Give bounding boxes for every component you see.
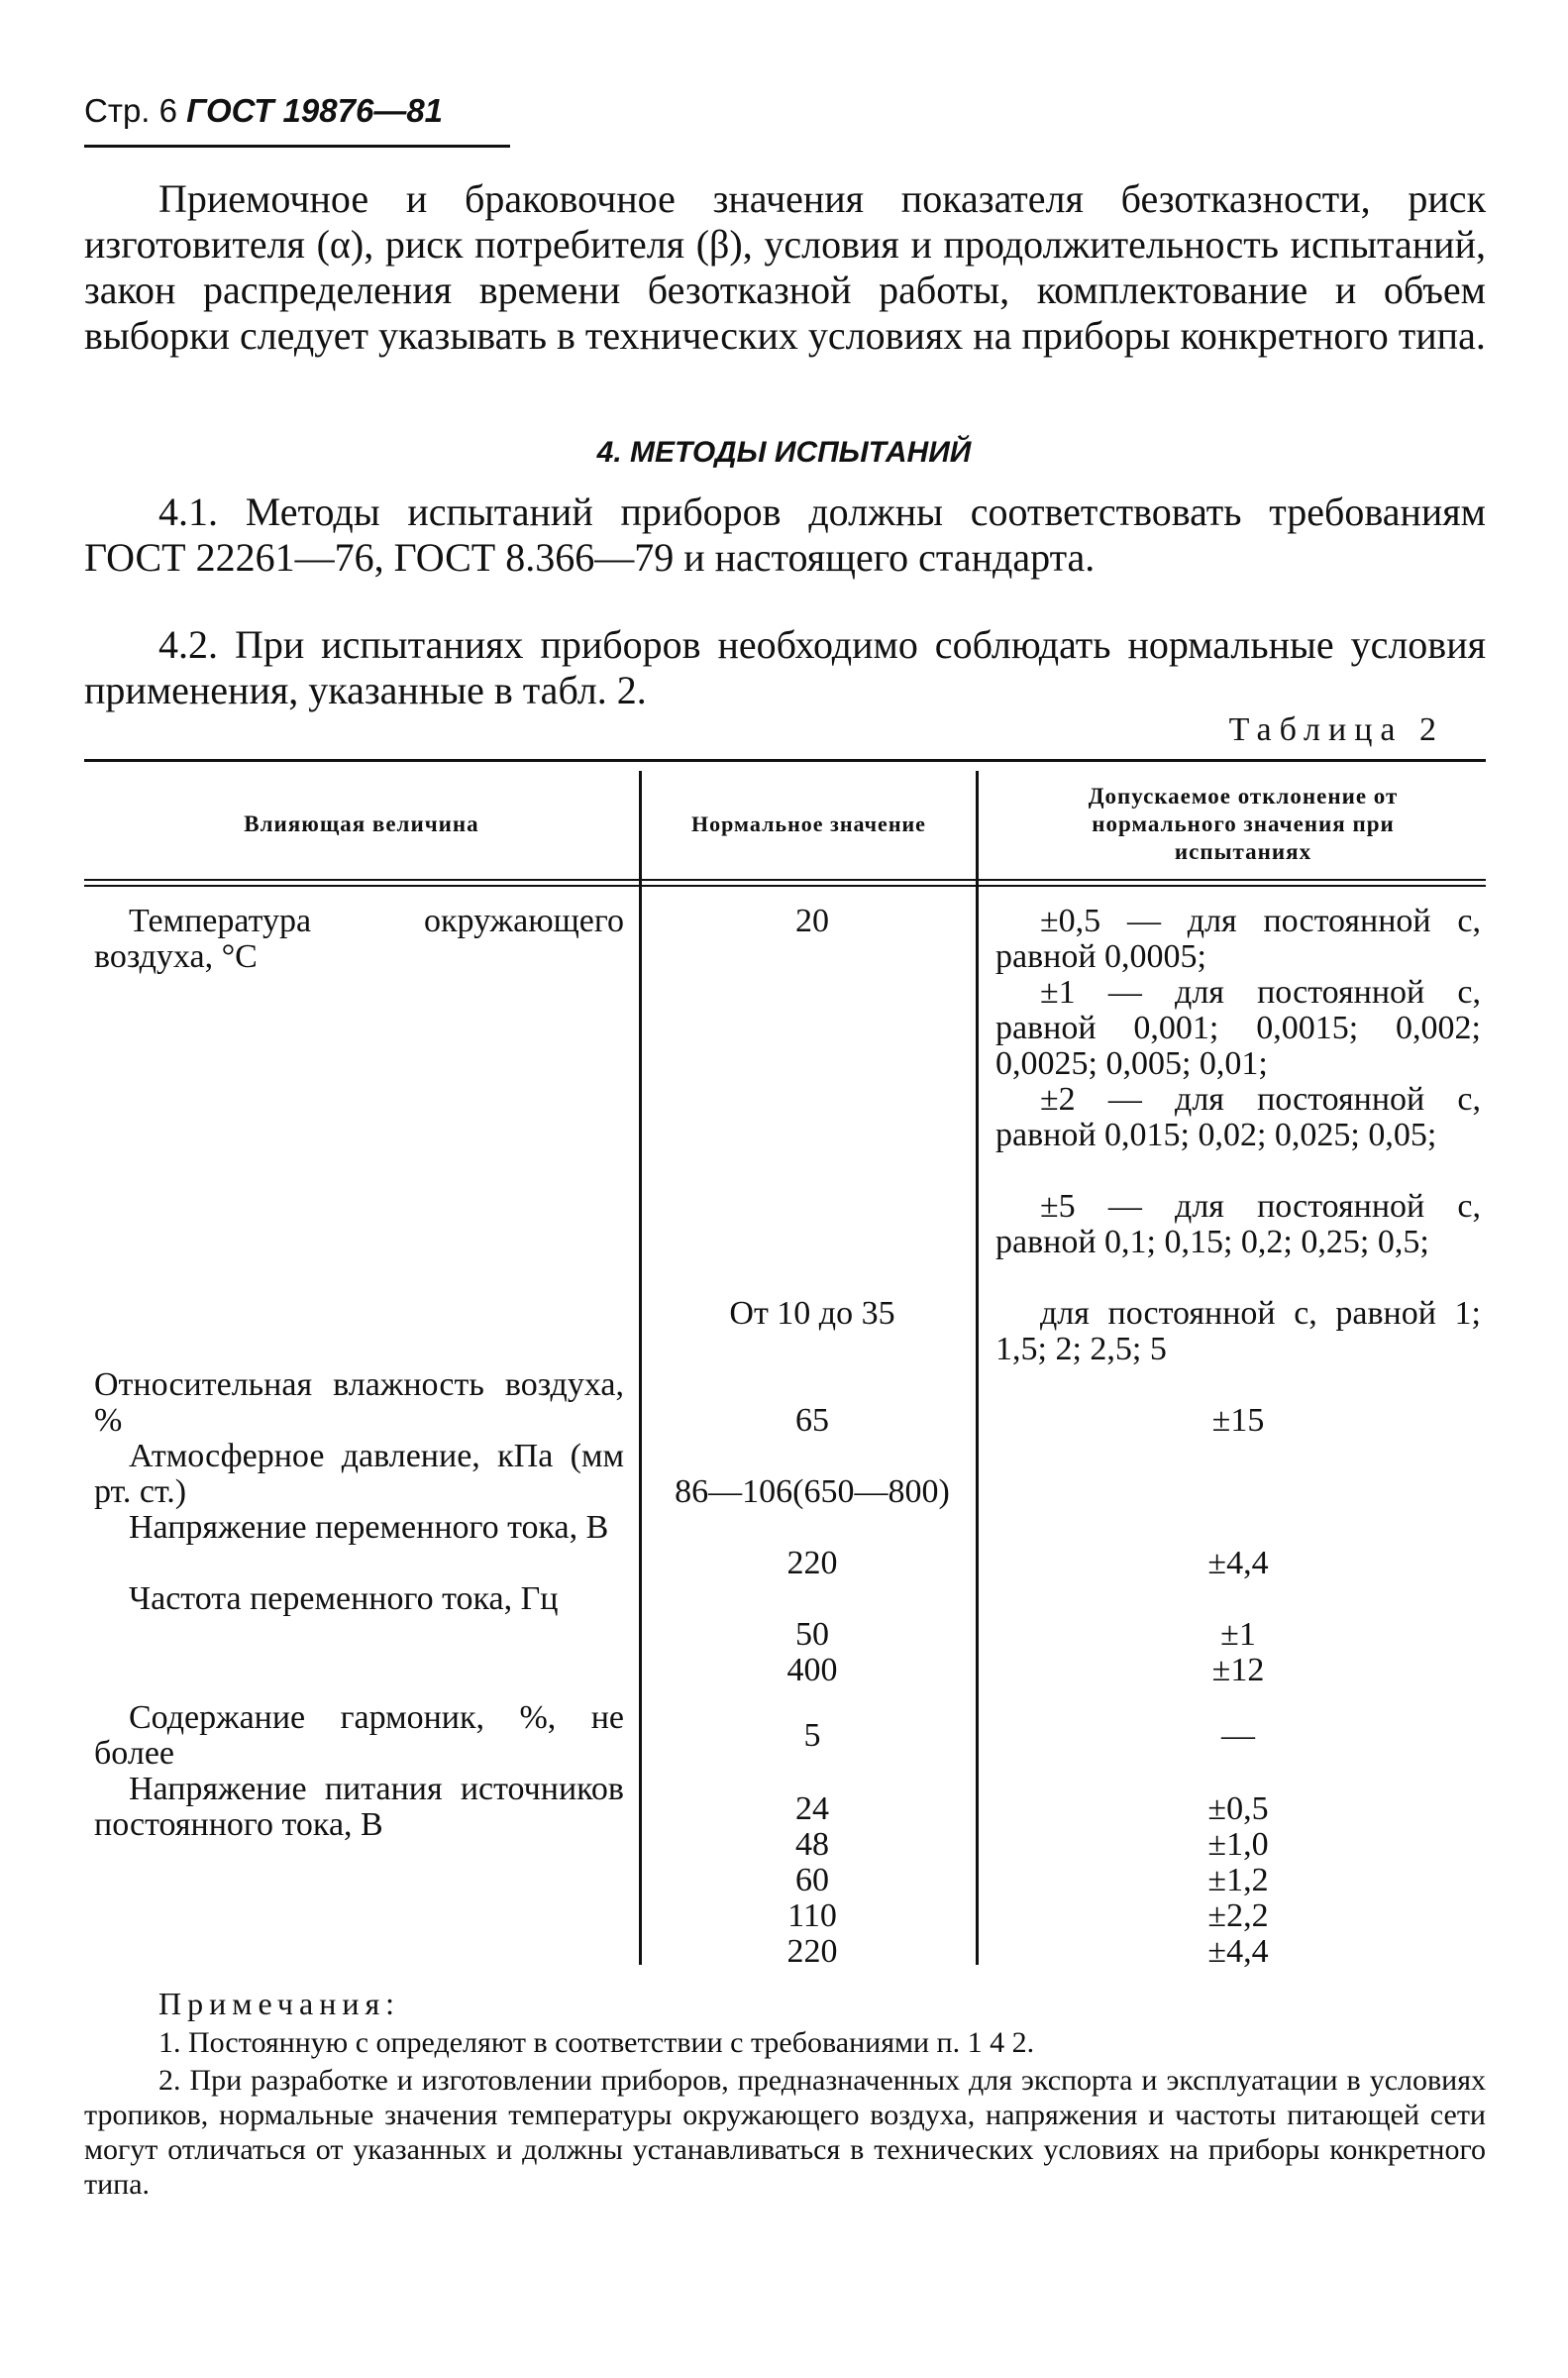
row-temperature-deviation-2: ±1 — для постоянной с, равной 0,001; 0,0015; 0,002; 0,0025; 0,005; 0,01;: [995, 974, 1481, 1082]
row-dc-voltage-deviation-2: ±1,0: [1207, 1826, 1269, 1863]
row-harmonics-value: 5: [803, 1717, 821, 1754]
table-header-rule-1: [84, 879, 1486, 881]
row-frequency-value-1: 50: [795, 1616, 829, 1653]
row-dc-voltage-value-2: 48: [795, 1826, 829, 1863]
row-ac-voltage-name: Напряжение переменного тока, В: [129, 1509, 609, 1546]
table-top-rule: [84, 759, 1486, 762]
row-temperature-deviation-3: ±2 — для постоянной с, равной 0,015; 0,02; 0,025; 0,05;: [995, 1081, 1481, 1153]
row-temperature-deviation-4: ±5 — для постоянной с, равной 0,1; 0,15; 0,2; 0,25; 0,5;: [995, 1188, 1481, 1260]
table-header-factor: Влияющая величина: [244, 811, 479, 836]
row-humidity-value: 65: [795, 1402, 829, 1439]
row-dc-voltage-deviation-5: ±4,4: [1207, 1933, 1269, 1970]
row-harmonics-name: Содержание гармоник, %, не более: [94, 1699, 624, 1772]
row-ac-voltage-deviation: ±4,4: [1207, 1545, 1269, 1581]
row-humidity-deviation: ±15: [1211, 1402, 1265, 1439]
table-header-normal-value: Нормальное значение: [691, 811, 926, 836]
table-caption: Таблица 2: [1228, 711, 1444, 748]
table-col-divider-1: [639, 771, 642, 1965]
row-temperature-name: Температура окружающего воздуха, °С: [94, 903, 624, 975]
row-dc-voltage-value-3: 60: [795, 1862, 829, 1898]
note-1: 1. Постоянную с определяют в соответствии с требованиями п. 1 4 2.: [158, 2026, 1035, 2059]
header-rule: [84, 145, 510, 148]
section-title: 4. МЕТОДЫ ИСПЫТАНИЙ: [596, 436, 972, 469]
row-temperature-deviation-5: для постоянной с, равной 1; 1,5; 2; 2,5; 5: [995, 1295, 1481, 1367]
page-header: [84, 91, 443, 131]
row-frequency-name: Частота переменного тока, Гц: [129, 1580, 559, 1617]
table-header-deviation: Допускаемое отклонение от нормального значения при испытаниях: [1088, 784, 1399, 864]
row-pressure-value: 86—106(650—800): [675, 1473, 950, 1510]
table-col-divider-2: [976, 771, 979, 1965]
row-dc-voltage-value-5: 220: [786, 1933, 838, 1970]
row-dc-voltage-value-4: 110: [787, 1897, 837, 1934]
row-temperature-value-2: От 10 до 35: [729, 1295, 895, 1332]
row-frequency-deviation-1: ±1: [1220, 1616, 1256, 1653]
row-dc-voltage-name: Напряжение питания источников постоянного тока, В: [94, 1771, 624, 1843]
page-label: Стр. 6: [84, 92, 177, 129]
row-frequency-value-2: 400: [786, 1652, 838, 1688]
intro-paragraph: Приемочное и браковочное значения показателя безотказности, риск изготовителя (α), риск потребителя (β), условия и продолжительность испытаний, закон распределения времени безотказной работы, комплектование и объем выборки следует указывать в технических условиях на приборы конкретного типа.: [84, 176, 1486, 358]
row-ac-voltage-value: 220: [786, 1545, 838, 1581]
row-pressure-name: Атмосферное давление, кПа (мм рт. ст.): [94, 1438, 624, 1510]
clause-4-1: 4.1. Методы испытаний приборов должны соответствовать требованиям ГОСТ 22261—76, ГОСТ 8.366—79 и настоящего стандарта.: [84, 489, 1486, 580]
row-frequency-deviation-2: ±12: [1211, 1652, 1265, 1688]
row-temperature-value-1: 20: [795, 903, 829, 939]
row-dc-voltage-deviation-3: ±1,2: [1207, 1862, 1269, 1898]
table-header-rule-2: [84, 885, 1486, 887]
row-dc-voltage-deviation-1: ±0,5: [1207, 1790, 1269, 1827]
row-humidity-name: Относительная влажность воздуха, %: [94, 1366, 624, 1439]
row-dc-voltage-value-1: 24: [795, 1790, 829, 1827]
row-harmonics-deviation: —: [1221, 1717, 1255, 1754]
note-2: 2. При разработке и изготовлении приборов, предназначенных для экспорта и эксплуатации в условиях тропиков, нормальные значения температуры окружающего воздуха, напряжения и частоты питающей сети могут отличаться от указанных и должны устанавливаться в технических условиях на приборы конкретного типа.: [84, 2064, 1486, 2201]
row-temperature-deviation-1: ±0,5 — для постоянной с, равной 0,0005;: [995, 903, 1481, 975]
standard-number: ГОСТ 19876—81: [186, 92, 444, 129]
clause-4-2: 4.2. При испытаниях приборов необходимо соблюдать нормальные условия применения, указанные в табл. 2.: [84, 622, 1486, 712]
notes-title: Примечания:: [158, 1986, 401, 2021]
row-dc-voltage-deviation-4: ±2,2: [1207, 1897, 1269, 1934]
